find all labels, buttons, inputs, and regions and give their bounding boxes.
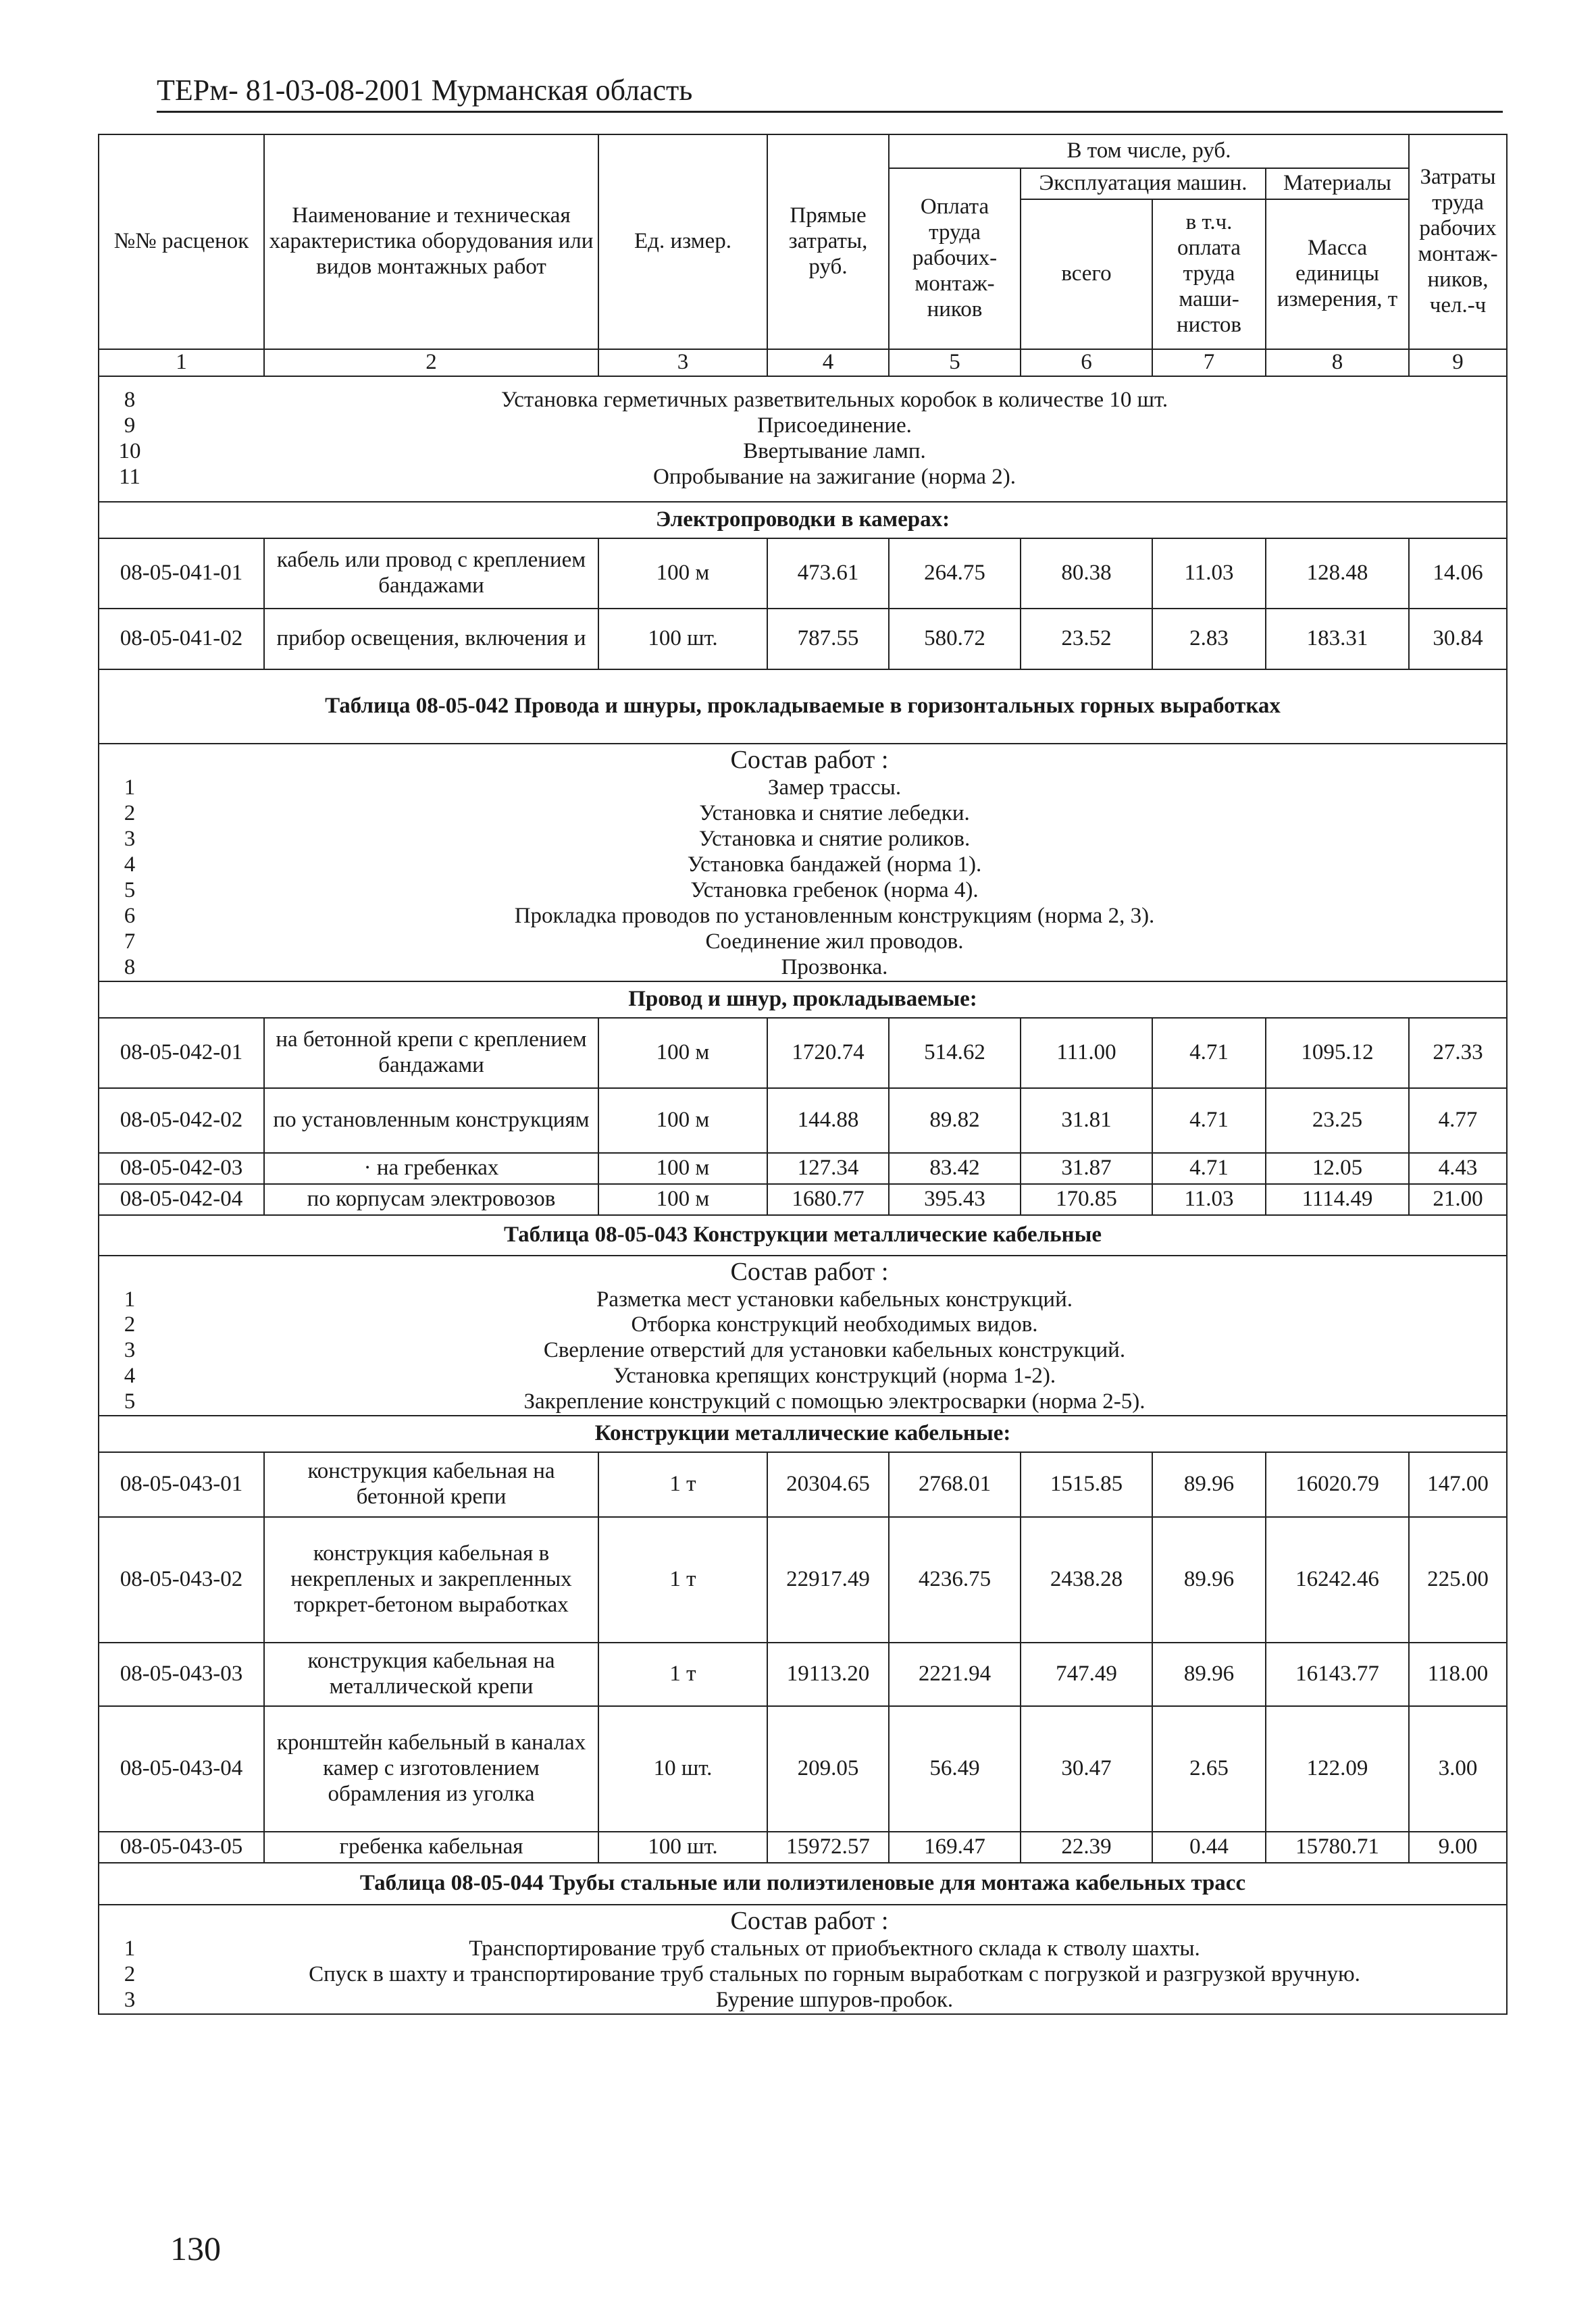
col-head-labor-pay: Оплата труда рабочих-монтаж-ников [889, 168, 1021, 349]
composition-block [99, 1905, 1507, 2014]
composition-label: Состав работ : [730, 1257, 889, 1286]
column-numbers-row [99, 349, 1507, 376]
step-item: 5 Закрепление конструкций с помощью электросварки (норма 2-5). [124, 1389, 1145, 1414]
table-row: 08-05-042-02 по установленным конструкциям 100 м 144.88 89.82 31.81 4.71 23.25 4.77 [99, 1088, 1507, 1153]
table-row: 08-05-043-04 кронштейн кабельный в каналах камер с изготовлением обрамления из уголка 10 шт. 209.05 56.49 30.47 2.65 122.09 3.00 [99, 1706, 1507, 1832]
header-rule [157, 111, 1503, 113]
table-row: 08-05-041-02 прибор освещения, включения и 100 шт. 787.55 580.72 23.52 2.83 183.31 30.84 [99, 609, 1507, 669]
step-item: 9 Присоединение. [124, 413, 912, 438]
page-number: 130 [170, 2230, 221, 2267]
col-number: 6 [1021, 349, 1152, 376]
col-number: 1 [99, 349, 264, 376]
col-head-materials: Материалы [1266, 168, 1409, 199]
section-title: Провод и шнур, прокладываемые: [99, 981, 1507, 1018]
table-row: 08-05-043-02 конструкция кабельная в некрепленых и закрепленных торкрет-бетоном выработках 1 т 22917.49 4236.75 2438.28 89.96 16242.46 225.00 [99, 1517, 1507, 1643]
col-number: 2 [264, 349, 598, 376]
step-item: 7 Соединение жил проводов. [124, 929, 964, 954]
table-row: 08-05-043-01 конструкция кабельная на бетонной крепи 1 т 20304.65 2768.01 1515.85 89.96 16020.79 147.00 [99, 1452, 1507, 1517]
table-row: 08-05-041-01 кабель или провод с креплением бандажами 100 м 473.61 264.75 80.38 11.03 128.48 14.06 [99, 538, 1507, 609]
composition-steps [99, 775, 1506, 981]
col-number: 8 [1266, 349, 1409, 376]
col-head-mass: Масса единицы измерения, т [1266, 199, 1409, 349]
col-head-machines: Эксплуатация машин. [1021, 168, 1266, 199]
step-item: 8 Прозвонка. [124, 954, 888, 979]
col-head-name: Наименование и техническая характеристика оборудования или видов монтажных работ [264, 134, 598, 349]
composition-label: Состав работ : [730, 1907, 889, 1936]
running-header: ТЕРм- 81-03-08-2001 Мурманская область [157, 74, 693, 107]
step-item: 8 Установка герметичных разветвительных коробок в количестве 10 шт. [124, 388, 1168, 413]
table-row: 08-05-042-03 · на гребенках 100 м 127.34 83.42 31.87 4.71 12.05 4.43 [99, 1153, 1507, 1184]
col-number: 3 [598, 349, 767, 376]
table-title: Таблица 08-05-042 Провода и шнуры, прокладываемые в горизонтальных горных выработках [99, 669, 1507, 744]
col-head-machines-total: всего [1021, 199, 1152, 349]
col-head-incl: В том числе, руб. [889, 134, 1409, 168]
table-row: 08-05-043-03 конструкция кабельная на металлической крепи 1 т 19113.20 2221.94 747.49 89.96 16143.77 118.00 [99, 1643, 1507, 1706]
col-head-direct: Прямые затраты, руб. [767, 134, 889, 349]
col-number: 5 [889, 349, 1021, 376]
prev-steps [99, 388, 1506, 490]
step-item: 1 Транспортирование труб стальных от приобъектного склада к стволу шахты. [124, 1936, 1200, 1961]
step-item: 2 Спуск в шахту и транспортирование труб стальных по горным выработкам с погрузкой и разгрузкой вручную. [124, 1962, 1360, 1987]
step-item: 5 Установка гребенок (норма 4). [124, 877, 979, 902]
composition-block [99, 1256, 1507, 1416]
step-item: 2 Отборка конструкций необходимых видов. [124, 1312, 1038, 1337]
step-item: 3 Установка и снятие роликов. [124, 826, 971, 851]
table-row: 08-05-042-04 по корпусам электровозов 100 м 1680.77 395.43 170.85 11.03 1114.49 21.00 [99, 1184, 1507, 1215]
step-item: 2 Установка и снятие лебедки. [124, 800, 970, 825]
col-number: 7 [1152, 349, 1266, 376]
step-item: 3 Бурение шпуров-пробок. [124, 1988, 954, 2013]
step-item: 3 Сверление отверстий для установки кабельных конструкций. [124, 1338, 1126, 1363]
table-title: Таблица 08-05-044 Трубы стальные или полиэтиленовые для монтажа кабельных трасс [99, 1863, 1507, 1905]
col-head-code: №№ расценок [99, 134, 264, 349]
rates-table [98, 134, 1508, 2015]
composition-steps [99, 1936, 1506, 2013]
step-item: 1 Разметка мест установки кабельных конструкций. [124, 1287, 1073, 1312]
col-number: 4 [767, 349, 889, 376]
table-row: 08-05-042-01 на бетонной крепи с креплением бандажами 100 м 1720.74 514.62 111.00 4.71 1095.12 27.33 [99, 1018, 1507, 1088]
col-head-labor: Затраты труда рабочих монтаж-ников, чел.-ч [1409, 134, 1507, 349]
composition-label: Состав работ : [730, 746, 889, 774]
step-item: 6 Прокладка проводов по установленным конструкциям (норма 2, 3). [124, 903, 1155, 928]
section-title: Электропроводки в камерах: [99, 502, 1507, 538]
composition-steps [99, 1287, 1506, 1416]
step-item: 4 Установка крепящих конструкций (норма 1-2). [124, 1364, 1056, 1389]
step-item: 10 Ввертывание ламп. [118, 439, 926, 463]
step-item: 1 Замер трассы. [124, 775, 902, 800]
prev-steps-block [99, 376, 1507, 502]
step-item: 11 Опробывание на зажигание (норма 2). [119, 464, 1016, 489]
col-head-unit: Ед. измер. [598, 134, 767, 349]
table-title: Таблица 08-05-043 Конструкции металлические кабельные [99, 1215, 1507, 1256]
col-number: 9 [1409, 349, 1507, 376]
table-row: 08-05-043-05 гребенка кабельная 100 шт. 15972.57 169.47 22.39 0.44 15780.71 9.00 [99, 1832, 1507, 1863]
composition-block [99, 744, 1507, 981]
step-item: 4 Установка бандажей (норма 1). [124, 852, 982, 877]
col-head-machines-pay: в т.ч. оплата труда маши-нистов [1152, 199, 1266, 349]
section-title: Конструкции металлические кабельные: [99, 1416, 1507, 1452]
